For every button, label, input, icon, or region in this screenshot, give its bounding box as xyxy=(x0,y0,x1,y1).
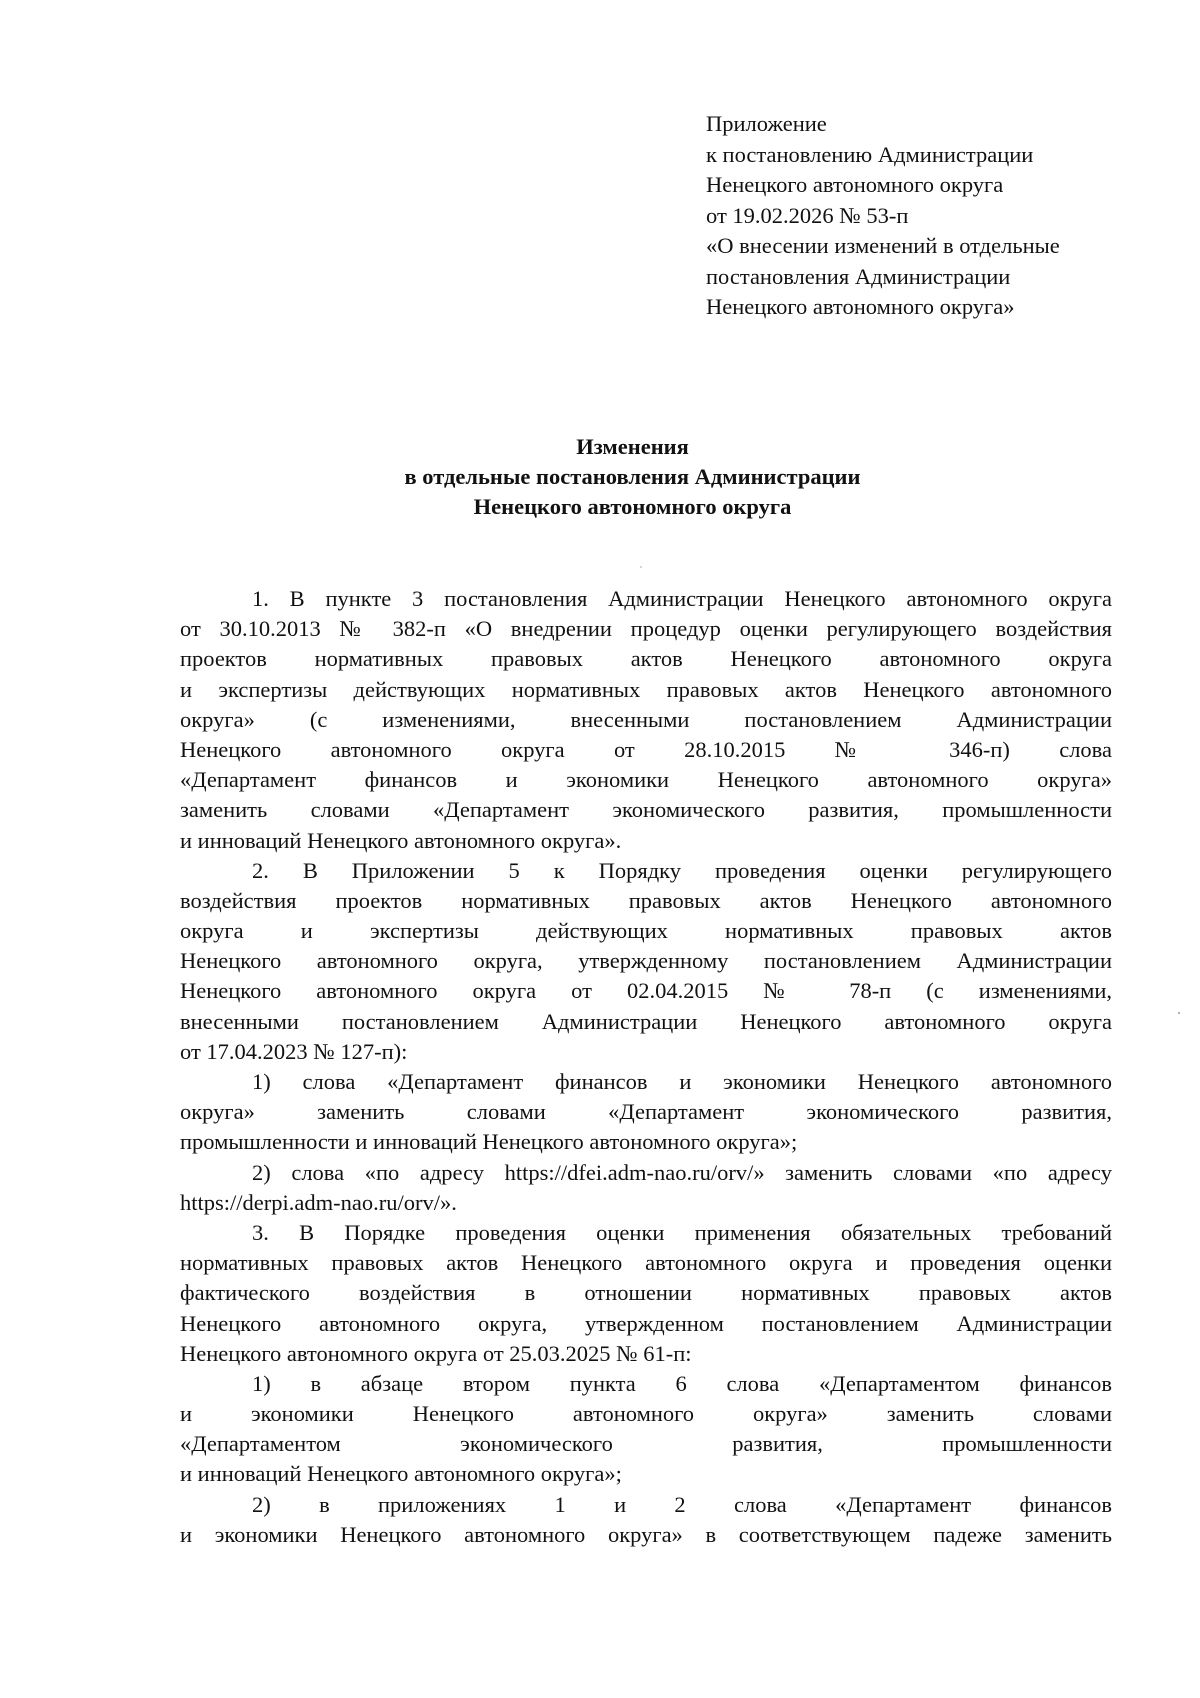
subitem-3-1-line: «Департаментом экономического развития, промышленности xyxy=(180,1431,1112,1457)
appendix-line: постановления Администрации xyxy=(706,263,1011,289)
paragraph-1-line: «Департамент финансов и экономики Ненецкого автономного округа» xyxy=(180,767,1112,793)
subitem-3-1-line: 1) в абзаце втором пункта 6 слова «Департаментом финансов xyxy=(252,1370,1112,1396)
appendix-line: к постановлению Администрации xyxy=(706,141,1034,167)
paragraph-2-line: от 17.04.2023 № 127-п): xyxy=(180,1038,408,1064)
paragraph-3-line: 3. В Порядке проведения оценки применения обязательных требований xyxy=(252,1219,1112,1245)
scan-speck xyxy=(1178,1012,1180,1014)
subitem-3-2-line: 2) в приложениях 1 и 2 слова «Департамент финансов xyxy=(252,1491,1112,1517)
document-title xyxy=(180,432,1085,522)
subitem-2-1-line: округа» заменить словами «Департамент экономического развития, xyxy=(180,1099,1112,1125)
paragraph-1-line: округа» (с изменениями, внесенными постановлением Администрации xyxy=(180,706,1112,732)
paragraph-2-line: воздействия проектов нормативных правовых актов Ненецкого автономного xyxy=(180,887,1112,913)
paragraph-3-line: фактического воздействия в отношении нормативных правовых актов xyxy=(180,1280,1112,1306)
title-line: Ненецкого автономного округа xyxy=(473,494,792,519)
subitem-2-2-line: https://derpi.adm-nao.ru/orv/». xyxy=(180,1189,457,1215)
paragraph-1-line: от 30.10.2013 № 382-п «О внедрении процедур оценки регулирующего воздействия xyxy=(180,616,1112,642)
subitem-2-2-line: 2) слова «по адресу https://dfei.adm-nao.ru/orv/» заменить словами «по адресу xyxy=(252,1159,1112,1185)
title-line: Изменения xyxy=(576,434,689,459)
paragraph-3-line: Ненецкого автономного округа от 25.03.2025 № 61-п: xyxy=(180,1340,692,1366)
appendix-line: Ненецкого автономного округа» xyxy=(706,294,1015,319)
paragraph-3-line: нормативных правовых актов Ненецкого автономного округа и проведения оценки xyxy=(180,1250,1112,1276)
appendix-line: от 19.02.2026 № 53-п xyxy=(706,202,909,228)
appendix-block xyxy=(706,109,1146,323)
paragraph-3-line: Ненецкого автономного округа, утвержденном постановлением Администрации xyxy=(180,1310,1112,1336)
paragraph-2-line: внесенными постановлением Администрации Ненецкого автономного округа xyxy=(180,1008,1112,1034)
paragraph-1-line: заменить словами «Департамент экономического развития, промышленности xyxy=(180,797,1112,823)
subitem-2-1-line: промышленности и инноваций Ненецкого автономного округа»; xyxy=(180,1129,798,1155)
paragraph-2-line: Ненецкого автономного округа от 02.04.2015 № 78-п (с изменениями, xyxy=(180,978,1112,1004)
subitem-3-2-line: и экономики Ненецкого автономного округа» в соответствующем падеже заменить xyxy=(180,1521,1112,1547)
paragraph-1-line: 1. В пункте 3 постановления Администрации Ненецкого автономного округа xyxy=(252,586,1112,611)
subitem-2-1-line: 1) слова «Департамент финансов и экономики Ненецкого автономного xyxy=(252,1069,1112,1094)
subitem-3-1-line: и экономики Ненецкого автономного округа» заменить словами xyxy=(180,1401,1112,1427)
subitem-3-1-line: и инноваций Ненецкого автономного округа»; xyxy=(180,1461,622,1487)
paragraph-2-line: 2. В Приложении 5 к Порядку проведения оценки регулирующего xyxy=(252,857,1112,883)
document-body xyxy=(180,584,1112,1550)
appendix-line: Приложение xyxy=(706,111,827,136)
paragraph-2-line: Ненецкого автономного округа, утвержденному постановлением Администрации xyxy=(180,948,1112,974)
title-line: в отдельные постановления Администрации xyxy=(404,464,861,489)
appendix-line: «О внесении изменений в отдельные xyxy=(706,233,1060,258)
paragraph-1-line: Ненецкого автономного округа от 28.10.2015 № 346-п) слова xyxy=(180,736,1112,762)
paragraph-1-line: проектов нормативных правовых актов Ненецкого автономного округа xyxy=(180,646,1112,672)
paragraph-1-line: и экспертизы действующих нормативных правовых актов Ненецкого автономного xyxy=(180,676,1112,702)
appendix-line: Ненецкого автономного округа xyxy=(706,172,1004,197)
paragraph-2-line: округа и экспертизы действующих нормативных правовых актов xyxy=(180,918,1112,944)
paragraph-1-line: и инноваций Ненецкого автономного округа». xyxy=(180,827,622,853)
scan-speck xyxy=(640,566,642,568)
